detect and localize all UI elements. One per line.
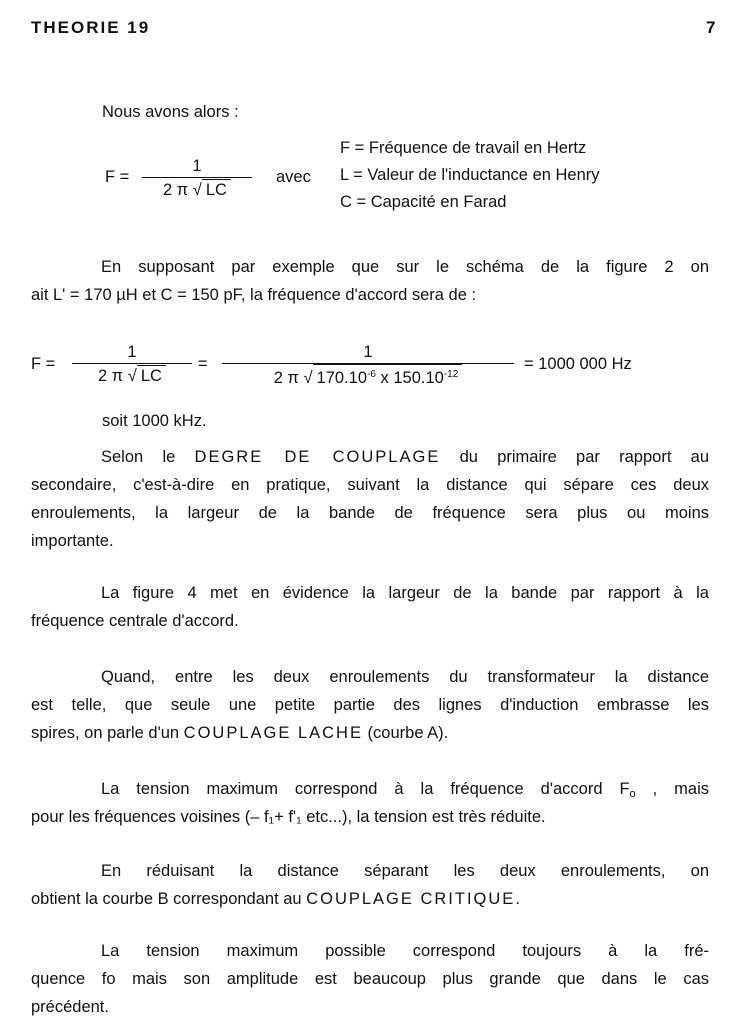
formula1-connector: avec bbox=[276, 168, 311, 186]
page-number: 7 bbox=[706, 18, 716, 37]
result-khz: soit 1000 kHz. bbox=[102, 412, 207, 430]
text-run: (courbe A). bbox=[362, 724, 449, 742]
paragraph-line: pour les fréquences voisines (– f₁+ f'₁ etc...), la tension est très réduite. bbox=[31, 808, 546, 826]
paragraph-line bbox=[31, 937, 709, 965]
formula2-denominator: 2 π √ LC bbox=[72, 364, 192, 388]
formula1-numerator: 1 bbox=[192, 157, 202, 175]
paragraph-degre-couplage bbox=[31, 443, 709, 555]
paragraph-figure-4 bbox=[31, 579, 709, 635]
text-run: obtient la courbe B correspondant au bbox=[31, 890, 307, 908]
paragraph-line-text: Quand, entre les deux enroulements du transformateur la distance bbox=[101, 668, 709, 686]
paragraph-line: précédent. bbox=[31, 998, 109, 1016]
paragraph-amplitude bbox=[31, 937, 709, 1021]
square-root-radicand: LC bbox=[137, 365, 166, 386]
denominator-prefix: 2 π bbox=[98, 367, 124, 385]
paragraph-line: fréquence centrale d'accord. bbox=[31, 612, 239, 630]
paragraph-line: est telle, que seule une petite partie des lignes d'induction embrasse les bbox=[31, 696, 709, 714]
legend-line-f: F = Fréquence de travail en Hertz bbox=[340, 139, 587, 157]
text-run: . bbox=[515, 890, 520, 908]
text-run: Selon le bbox=[101, 448, 195, 466]
emphasis-term: COUPLAGE LACHE bbox=[183, 724, 363, 742]
formula2-lhs: F = bbox=[31, 355, 56, 373]
emphasis-term: DEGRE DE COUPLAGE bbox=[194, 448, 441, 466]
paragraph-line bbox=[31, 775, 709, 803]
paragraph-example bbox=[31, 253, 709, 309]
formula2-denominator: 2 π √ $170.10^{-6}$ x $150.10^{-12}$ bbox=[222, 364, 514, 388]
formula1-denominator: 2 π √ LC bbox=[142, 178, 252, 202]
paragraph-tension-maximum bbox=[31, 775, 709, 831]
formula2-equals: = bbox=[198, 355, 208, 373]
formula2-numerator: 1 bbox=[127, 343, 137, 361]
intro-text: Nous avons alors : bbox=[102, 103, 239, 121]
square-root-radicand: LC bbox=[202, 179, 231, 200]
paragraph-couplage-critique bbox=[31, 857, 709, 913]
text-run: spires, on parle d'un bbox=[31, 724, 184, 742]
running-header-title: THEORIE 19 bbox=[31, 18, 151, 37]
inductance-exponent: -6 bbox=[367, 369, 376, 380]
legend-line-l: L = Valeur de l'inductance en Henry bbox=[340, 166, 600, 184]
paragraph-line: importante. bbox=[31, 532, 114, 550]
paragraph-line bbox=[31, 443, 709, 471]
paragraph-line-text: En supposant par exemple que sur le schéma de la figure 2 on bbox=[101, 258, 709, 276]
formula2-fraction-numeric bbox=[222, 341, 514, 388]
paragraph-line-text: La tension maximum possible correspond toujours à la fré- bbox=[101, 942, 709, 960]
paragraph-line bbox=[31, 579, 709, 607]
paragraph-line: secondaire, c'est-à-dire en pratique, suivant la distance qui sépare ces deux bbox=[31, 476, 709, 494]
inductance-value: 170.10 bbox=[316, 369, 367, 387]
square-root-radicand bbox=[313, 364, 463, 388]
paragraph-couplage-lache bbox=[31, 663, 709, 747]
formula2-numerator: 1 bbox=[363, 343, 373, 361]
text-run: , mais bbox=[635, 780, 709, 798]
text-run: La tension maximum correspond à la fréquence d'accord F bbox=[101, 780, 630, 798]
formula1-fraction bbox=[142, 155, 252, 202]
emphasis-term: COUPLAGE CRITIQUE bbox=[306, 890, 516, 908]
legend-line-c: C = Capacité en Farad bbox=[340, 193, 507, 211]
formula1-lhs: F = bbox=[105, 168, 130, 186]
paragraph-line bbox=[31, 719, 709, 747]
paragraph-line-text: En réduisant la distance séparant les deux enroulements, on bbox=[101, 862, 709, 880]
paragraph-line: quence fo mais son amplitude est beaucoup plus grande que dans le cas bbox=[31, 970, 709, 988]
denominator-prefix: 2 π bbox=[163, 181, 189, 199]
formula2-fraction-symbolic bbox=[72, 341, 192, 388]
paragraph-line bbox=[31, 885, 709, 913]
paragraph-line bbox=[31, 253, 709, 281]
denominator-prefix: 2 π bbox=[273, 369, 299, 387]
capacitance-exponent: -12 bbox=[443, 369, 459, 380]
formula2-result: = 1000 000 Hz bbox=[524, 355, 632, 373]
capacitance-value: 150.10 bbox=[393, 369, 444, 387]
text-run: du primaire par rapport au bbox=[440, 448, 710, 466]
subscript: o bbox=[629, 788, 636, 800]
paragraph-line bbox=[31, 857, 709, 885]
paragraph-line bbox=[31, 663, 709, 691]
paragraph-line-text: La figure 4 met en évidence la largeur de la bande par rapport à la bbox=[101, 584, 709, 602]
paragraph-line: ait L' = 170 µH et C = 150 pF, la fréquence d'accord sera de : bbox=[31, 286, 477, 304]
paragraph-line: enroulements, la largeur de la bande de fréquence sera plus ou moins bbox=[31, 504, 709, 522]
multiply-sign: x bbox=[380, 369, 389, 387]
